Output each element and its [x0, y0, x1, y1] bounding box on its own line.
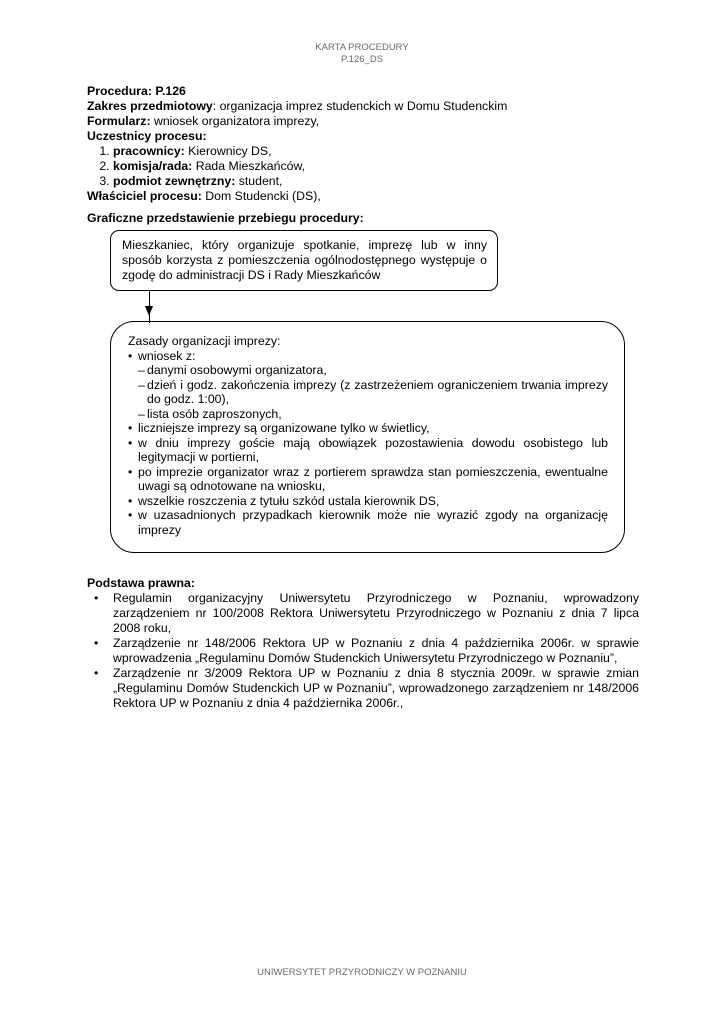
rule-item: • liczniejsze imprezy są organizowane tylko w świetlicy,	[128, 421, 430, 435]
page-header	[0, 42, 724, 66]
bullet-icon: •	[94, 636, 99, 650]
participants-label: Uczestnicy procesu:	[87, 129, 207, 143]
rule-item: • wniosek z:	[128, 348, 196, 363]
form-label: Formularz:	[87, 114, 151, 128]
bullet-icon: •	[128, 435, 133, 450]
legal-item: • Zarządzenie nr 148/2006 Rektora UP w Poznaniu z dnia 4 października 2006r. w sprawie wprowadzenia „Regulaminu Domów Studenckich Uniwersytetu Przyrodniczego w Poznaniu”,	[94, 636, 639, 665]
scope-value: : organizacja imprez studenckich w Domu Studenckim	[212, 99, 508, 113]
participant-item: 3. podmiot zewnętrzny: student,	[113, 174, 647, 189]
flow-step-rules-box	[110, 321, 625, 553]
bullet-icon: •	[94, 666, 99, 680]
bullet-icon: •	[128, 493, 133, 508]
scope-line	[87, 99, 647, 114]
rule-item: • po imprezie organizator wraz z portierem sprawdza stan pomieszczenia, ewentualne uwagi są odnotowane na wniosku,	[128, 464, 608, 493]
owner-line	[87, 189, 647, 204]
bullet-icon: •	[128, 508, 133, 522]
legal-basis-title: Podstawa prawna:	[87, 576, 195, 590]
dash-icon: –	[138, 377, 145, 392]
participant-item: 1. pracownicy: Kierownicy DS,	[113, 144, 647, 159]
rule-item: • w dniu imprezy goście mają obowiązek pozostawienia dowodu osobistego lub legitymacji w portierni,	[128, 435, 608, 464]
legal-item: • Regulamin organizacyjny Uniwersytetu Przyrodniczego w Poznaniu, wprowadzony zarządzeniem nr 100/2008 Rektora Uniwersytetu Przyrodniczego w Poznaniu z dnia 7 lipca 2008 roku,	[94, 591, 639, 635]
bullet-icon: •	[128, 464, 133, 479]
flow-step-request-box: Mieszkaniec, który organizuje spotkanie, imprezę lub w inny sposób korzysta z pomieszczenia ogólnodostępnego występuje o zgodę do administracji DS i Rady Mieszkańców	[110, 230, 498, 291]
owner-value: Dom Studencki (DS),	[201, 189, 321, 203]
owner-label: Właściciel procesu:	[87, 189, 202, 203]
procedure-number: P.126	[155, 84, 186, 98]
rule-subitem: – danymi osobowymi organizatora,	[138, 363, 327, 377]
rule-subitem: – lista osób zaproszonych,	[138, 406, 282, 421]
form-value: wniosek organizatora imprezy,	[150, 114, 320, 128]
rules-title: Zasady organizacji imprezy:	[128, 334, 281, 348]
bullet-icon: •	[128, 348, 133, 363]
procedure-label: Procedura:	[87, 84, 152, 98]
bullet-icon: •	[94, 591, 99, 605]
scope-label: Zakres przedmiotowy	[87, 99, 213, 113]
bullet-icon: •	[128, 421, 133, 435]
graphic-section-title: Graficzne przedstawienie przebiegu procedury:	[87, 211, 364, 225]
dash-icon: –	[138, 363, 145, 377]
form-line	[87, 114, 647, 129]
legal-basis-list	[87, 591, 639, 711]
header-code: P.126_DS	[340, 54, 384, 65]
rule-subitem: – dzień i godz. zakończenia imprezy (z zastrzeżeniem ograniczeniem trwania imprezy do godz. 1:00),	[138, 377, 608, 406]
participants-list	[87, 144, 647, 189]
procedure-line	[87, 84, 647, 99]
arrow-down-icon	[145, 306, 153, 316]
page-footer: UNIWERSYTET PRZYRODNICZY W POZNANIU	[257, 967, 467, 978]
header-title: KARTA PROCEDURY	[315, 42, 409, 53]
dash-icon: –	[138, 406, 145, 421]
procedure-meta	[87, 84, 647, 204]
legal-item: • Zarządzenie nr 3/2009 Rektora UP w Poznaniu z dnia 8 stycznia 2009r. w sprawie zmian „Regulaminu Domów Studenckich UP w Poznaniu”, wprowadzonego zarządzeniem nr 148/2006 Rektora UP w Poznaniu z dnia 4 października 2006r.,	[94, 666, 639, 710]
participant-item: 2. komisja/rada: Rada Mieszkańców,	[113, 159, 647, 174]
rule-item: • w uzasadnionych przypadkach kierownik może nie wyrazić zgody na organizację imprezy	[128, 508, 608, 537]
rule-item: • wszelkie roszczenia z tytułu szkód ustala kierownik DS,	[128, 493, 440, 508]
